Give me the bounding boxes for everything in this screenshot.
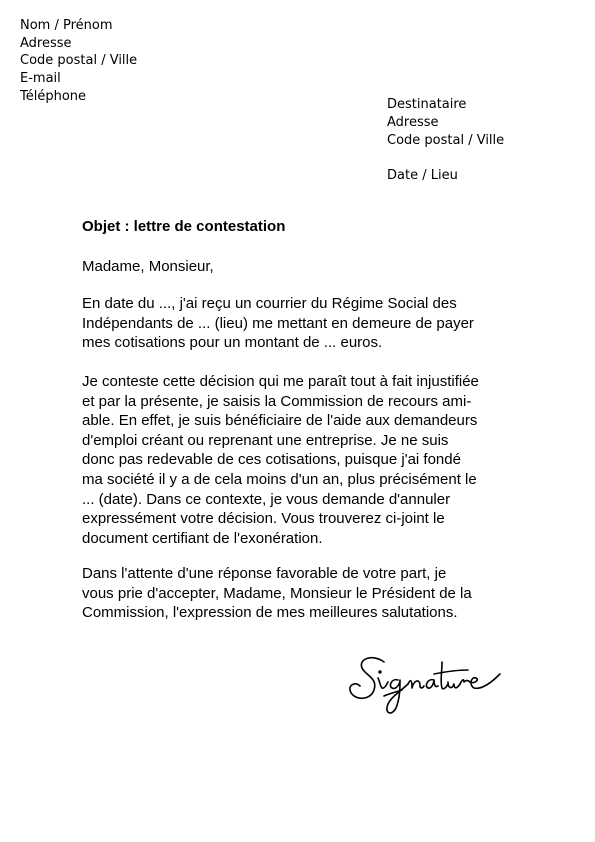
recipient-block <box>387 96 504 185</box>
sender-address: Adresse <box>20 35 72 51</box>
paragraph-line: vous prie d'accepter, Madame, Monsieur le Président de la <box>82 584 472 602</box>
paragraph-line: Commission, l'expression de mes meilleures salutations. <box>82 604 458 622</box>
sender-phone: Téléphone <box>20 88 87 104</box>
paragraph-line: able. En effet, je suis bénéficiaire de l'aide aux demandeurs <box>82 412 478 430</box>
paragraph-line: Dans l'attente d'une réponse favorable de votre part, je <box>82 565 447 582</box>
paragraph-line: ... (date). Dans ce contexte, je vous demande d'annuler <box>82 490 451 508</box>
paragraph-line: et par la présente, je saisis la Commission de recours ami- <box>82 392 472 410</box>
recipient-name: Destinataire <box>387 97 467 112</box>
sender-name: Nom / Prénom <box>20 18 113 33</box>
sender-block <box>20 17 137 106</box>
paragraph-line: document certifiant de l'exonération. <box>82 529 323 547</box>
letter-subject: Objet : lettre de contestation <box>82 218 286 235</box>
paragraph-1 <box>82 294 474 353</box>
paragraph-line: ma société il y a de cela moins d'un an, plus précisément le <box>82 470 477 488</box>
paragraph-3 <box>82 564 472 623</box>
paragraph-line: Indépendants de ... (lieu) me mettant en demeure de payer <box>82 314 474 332</box>
recipient-postal-city: Code postal / Ville <box>387 133 505 148</box>
paragraph-line: d'emploi créant ou reprenant une entreprise. Je ne suis <box>82 431 449 449</box>
recipient-address: Adresse <box>387 115 439 130</box>
paragraph-line: expressément votre décision. Vous trouverez ci-joint le <box>82 510 445 528</box>
handwritten-signature <box>344 648 504 720</box>
letter-salutation: Madame, Monsieur, <box>82 258 214 275</box>
paragraph-2 <box>82 372 479 548</box>
sender-postal-city: Code postal / Ville <box>20 53 138 69</box>
sender-email: E-mail <box>20 71 61 87</box>
paragraph-line: donc pas redevable de ces cotisations, puisque j'ai fondé <box>82 451 461 469</box>
date-place: Date / Lieu <box>387 168 458 183</box>
paragraph-line: mes cotisations pour un montant de ... euros. <box>82 334 383 352</box>
paragraph-line: En date du ..., j'ai reçu un courrier du Régime Social des <box>82 295 457 312</box>
paragraph-line: Je conteste cette décision qui me paraît tout à fait injustifiée <box>82 373 479 390</box>
